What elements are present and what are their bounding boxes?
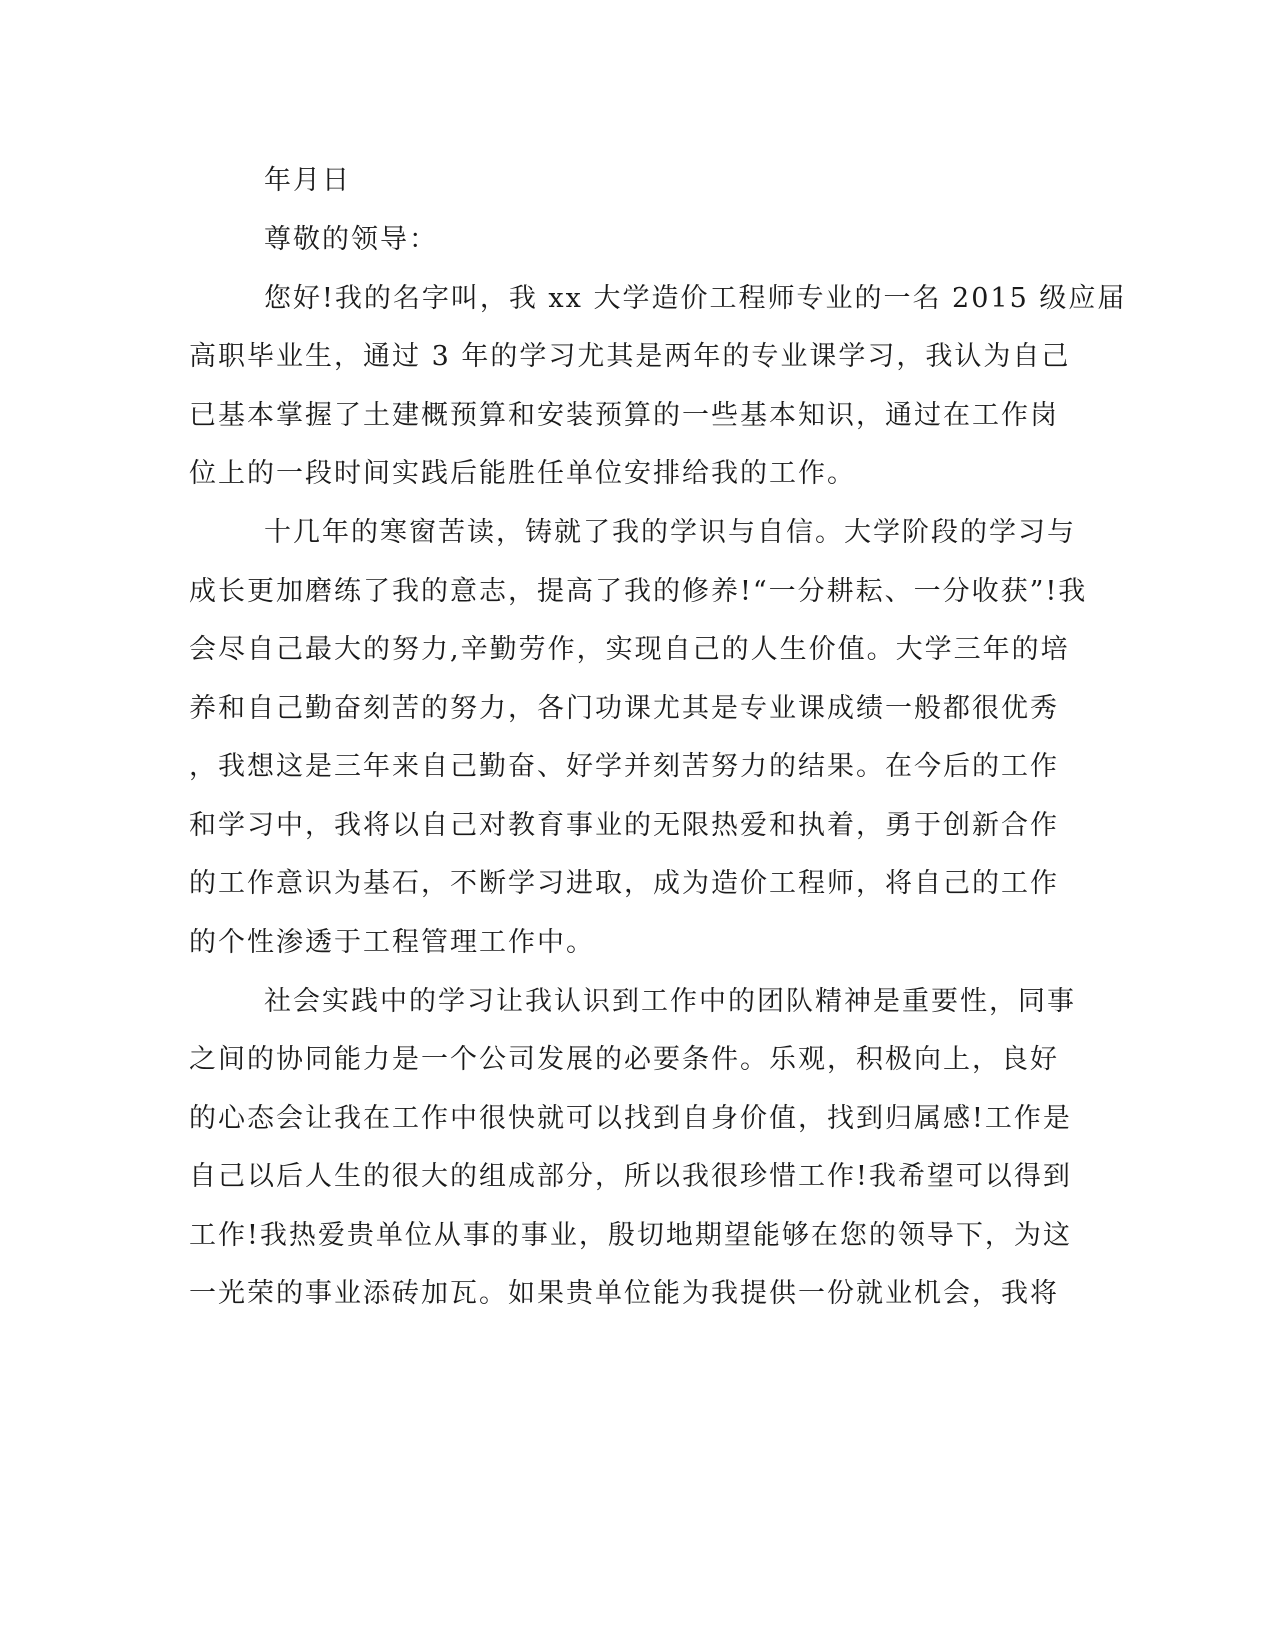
paragraph-line: 之间的协同能力是一个公司发展的必要条件。乐观，积极向上，良好	[189, 1044, 1059, 1075]
paragraph-line: 的个性渗透于工程管理工作中。	[189, 927, 595, 958]
paragraph-line: 的心态会让我在工作中很快就可以找到自身价值，找到归属感!工作是	[189, 1103, 1072, 1134]
letter-salutation: 尊敬的领导：	[264, 224, 438, 255]
paragraph-line: ，我想这是三年来自己勤奋、好学并刻苦努力的结果。在今后的工作	[189, 751, 1059, 782]
paragraph-line: 位上的一段时间实践后能胜任单位安排给我的工作。	[189, 458, 856, 489]
letter-date: 年月日	[264, 165, 351, 196]
paragraph-line: 自己以后人生的很大的组成部分，所以我很珍惜工作!我希望可以得到	[189, 1161, 1072, 1192]
paragraph-line: 会尽自己最大的努力,辛勤劳作，实现自己的人生价值。大学三年的培	[189, 634, 1070, 665]
paragraph-line: 和学习中，我将以自己对教育事业的无限热爱和执着，勇于创新合作	[189, 810, 1059, 841]
paragraph-line: 高职毕业生，通过 3 年的学习尤其是两年的专业课学习，我认为自己	[189, 341, 1071, 372]
paragraph-line: 您好!我的名字叫，我 xx 大学造价工程师专业的一名 2015 级应届	[264, 283, 1127, 314]
paragraph-line: 成长更加磨练了我的意志，提高了我的修养!“一分耕耘、一分收获”!我	[189, 576, 1088, 607]
paragraph-line: 社会实践中的学习让我认识到工作中的团队精神是重要性，同事	[264, 986, 1076, 1017]
paragraph-line: 十几年的寒窗苦读，铸就了我的学识与自信。大学阶段的学习与	[264, 517, 1076, 548]
paragraph-line: 的工作意识为基石，不断学习进取，成为造价工程师，将自己的工作	[189, 868, 1059, 899]
paragraph-line: 工作!我热爱贵单位从事的事业，殷切地期望能够在您的领导下，为这	[189, 1220, 1072, 1251]
paragraph-line: 已基本掌握了土建概预算和安装预算的一些基本知识，通过在工作岗	[189, 400, 1059, 431]
paragraph-line: 养和自己勤奋刻苦的努力，各门功课尤其是专业课成绩一般都很优秀	[189, 693, 1059, 724]
paragraph-line: 一光荣的事业添砖加瓦。如果贵单位能为我提供一份就业机会，我将	[189, 1278, 1059, 1309]
